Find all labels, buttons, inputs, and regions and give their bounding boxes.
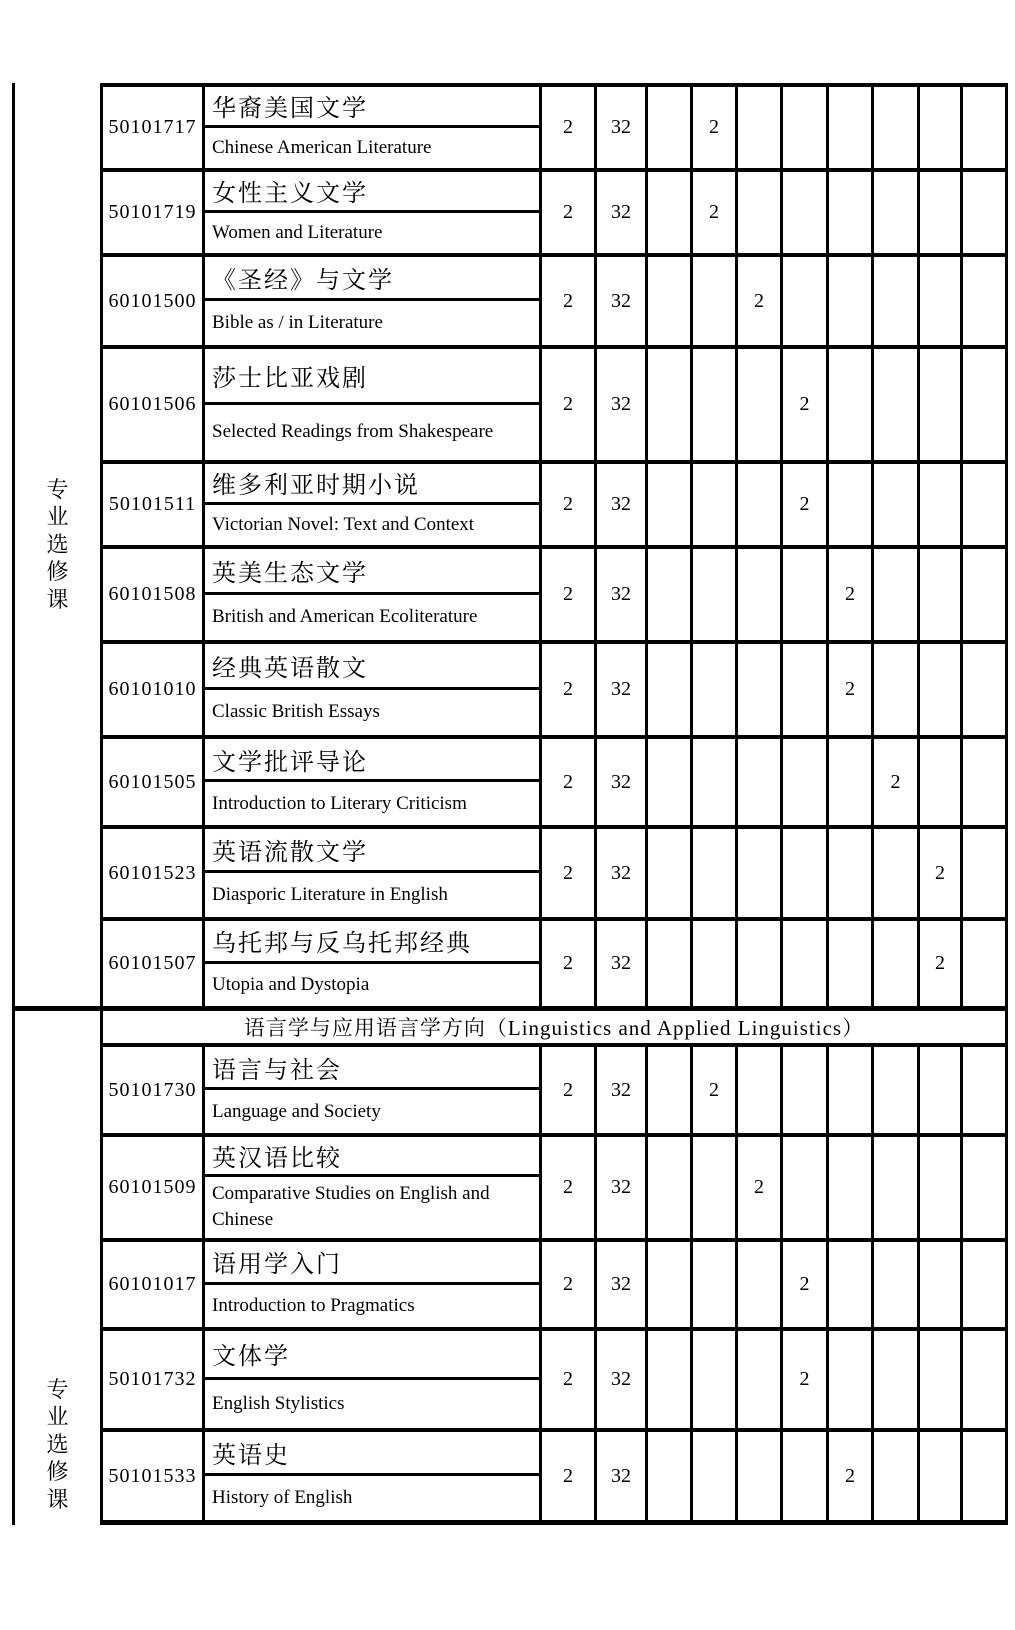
course-code: 50101717: [103, 87, 205, 168]
course-code: 50101730: [103, 1047, 205, 1133]
term-cell: [648, 739, 693, 825]
course-code: 50101732: [103, 1331, 205, 1428]
course-name-zh: 文体学: [205, 1331, 539, 1380]
course-code: 60101500: [103, 257, 205, 345]
term-cell: [738, 644, 783, 735]
term-cell: 2: [783, 349, 829, 460]
term-cell: [920, 1137, 963, 1238]
term-cell: [648, 644, 693, 735]
term-cell: [874, 1432, 920, 1520]
term-cell: [648, 1047, 693, 1133]
term-cell: [738, 921, 783, 1006]
term-cell: [738, 464, 783, 545]
course-name-zh: 英语史: [205, 1432, 539, 1476]
term-cell: [920, 172, 963, 253]
term-cell: [963, 1242, 1005, 1327]
term-cell: [783, 172, 829, 253]
term-cell: [963, 1331, 1005, 1428]
table-row: [103, 825, 1005, 917]
term-cell: [783, 829, 829, 917]
hours-cell: 32: [597, 1047, 648, 1133]
course-name-en: Bible as / in Literature: [212, 312, 383, 334]
hours-cell: 32: [597, 1432, 648, 1520]
hours-cell: 32: [597, 464, 648, 545]
term-cell: [738, 172, 783, 253]
term-cell: [738, 1432, 783, 1520]
term-cell: [874, 1047, 920, 1133]
term-cell: 2: [693, 87, 738, 168]
course-name-cell: [205, 1242, 542, 1327]
term-cell: [829, 349, 874, 460]
hours-cell: 32: [597, 1137, 648, 1238]
course-name-en: Introduction to Pragmatics: [212, 1294, 415, 1316]
course-code: 60101507: [103, 921, 205, 1006]
term-cell: [738, 1047, 783, 1133]
course-code: 60101505: [103, 739, 205, 825]
term-cell: [874, 87, 920, 168]
course-name-zh: 语用学入门: [205, 1242, 539, 1285]
term-cell: [738, 87, 783, 168]
term-cell: [648, 172, 693, 253]
course-name-en: Classic British Essays: [212, 701, 380, 723]
table-row: [103, 168, 1005, 253]
course-code: 60101010: [103, 644, 205, 735]
course-name-en: History of English: [212, 1487, 353, 1509]
term-cell: [920, 464, 963, 545]
term-cell: [963, 464, 1005, 545]
term-cell: [963, 739, 1005, 825]
term-cell: [963, 349, 1005, 460]
course-code: 50101533: [103, 1432, 205, 1520]
term-cell: [963, 172, 1005, 253]
term-cell: [874, 257, 920, 345]
term-cell: [783, 1047, 829, 1133]
term-cell: [693, 829, 738, 917]
term-cell: [963, 1137, 1005, 1238]
course-name-zh: 文学批评导论: [205, 739, 539, 782]
table-row: [103, 1133, 1005, 1238]
term-cell: [693, 921, 738, 1006]
term-cell: [648, 1432, 693, 1520]
credits-cell: 2: [542, 1137, 597, 1238]
term-cell: [783, 739, 829, 825]
term-cell: [829, 1047, 874, 1133]
credits-cell: 2: [542, 644, 597, 735]
credits-cell: 2: [542, 349, 597, 460]
category-cell-section1: [15, 83, 100, 1011]
term-cell: [829, 87, 874, 168]
category-cell-section2: [15, 1011, 100, 1525]
term-cell: [920, 1432, 963, 1520]
course-name-en: Introduction to Literary Criticism: [212, 792, 467, 814]
term-cell: [738, 1331, 783, 1428]
course-name-cell: [205, 464, 542, 545]
term-cell: [693, 739, 738, 825]
course-name-cell: [205, 172, 542, 253]
term-cell: [829, 739, 874, 825]
course-name-cell: [205, 349, 542, 460]
term-cell: [920, 549, 963, 640]
term-cell: 2: [783, 464, 829, 545]
credits-cell: 2: [542, 1242, 597, 1327]
course-name-en: Utopia and Dystopia: [212, 973, 370, 995]
course-name-zh: 乌托邦与反乌托邦经典: [205, 921, 539, 964]
table-row: [103, 917, 1005, 1006]
term-cell: [829, 464, 874, 545]
curriculum-table: [12, 83, 1008, 1525]
course-name-zh: 英语流散文学: [205, 829, 539, 873]
table-row: [103, 1428, 1005, 1520]
course-name-en: Victorian Novel: Text and Context: [212, 513, 475, 535]
credits-cell: 2: [542, 829, 597, 917]
term-cell: [920, 1047, 963, 1133]
term-cell: [648, 464, 693, 545]
term-cell: [963, 549, 1005, 640]
term-cell: [648, 921, 693, 1006]
course-name-cell: [205, 829, 542, 917]
term-cell: [829, 1331, 874, 1428]
term-cell: [874, 921, 920, 1006]
term-cell: 2: [738, 1137, 783, 1238]
term-cell: [963, 829, 1005, 917]
term-cell: [783, 921, 829, 1006]
term-cell: 2: [783, 1331, 829, 1428]
course-name-zh: 莎士比亚戏剧: [205, 349, 539, 405]
credits-cell: 2: [542, 464, 597, 545]
hours-cell: 32: [597, 644, 648, 735]
term-cell: [693, 464, 738, 545]
hours-cell: 32: [597, 172, 648, 253]
term-cell: [874, 829, 920, 917]
term-cell: [648, 1242, 693, 1327]
course-name-zh: 语言与社会: [205, 1047, 539, 1090]
course-name-en: Chinese American Literature: [212, 136, 432, 158]
term-cell: [693, 257, 738, 345]
term-cell: [963, 1432, 1005, 1520]
hours-cell: 32: [597, 1242, 648, 1327]
course-name-en: Language and Society: [212, 1100, 381, 1122]
course-name-zh: 女性主义文学: [205, 172, 539, 213]
term-cell: [648, 829, 693, 917]
hours-cell: 32: [597, 829, 648, 917]
course-name-cell: [205, 644, 542, 735]
term-cell: [963, 644, 1005, 735]
term-cell: [693, 1242, 738, 1327]
category-label-vertical: 专业选修课: [46, 476, 69, 612]
course-name-en: Diasporic Literature in English: [212, 884, 448, 906]
term-cell: 2: [920, 921, 963, 1006]
table-body: [103, 83, 1008, 1525]
course-name-zh: 华裔美国文学: [205, 87, 539, 128]
term-cell: [783, 257, 829, 345]
hours-cell: 32: [597, 349, 648, 460]
term-cell: [783, 644, 829, 735]
term-cell: [874, 644, 920, 735]
course-code: 60101017: [103, 1242, 205, 1327]
course-name-en: Selected Readings from Shakespeare: [212, 421, 494, 443]
credits-cell: 2: [542, 172, 597, 253]
term-cell: [920, 644, 963, 735]
term-cell: [783, 1432, 829, 1520]
hours-cell: 32: [597, 739, 648, 825]
term-cell: [693, 349, 738, 460]
course-name-cell: [205, 1432, 542, 1520]
term-cell: [738, 739, 783, 825]
course-name-en: Women and Literature: [212, 221, 383, 243]
term-cell: [920, 349, 963, 460]
course-name-cell: [205, 921, 542, 1006]
term-cell: [693, 1432, 738, 1520]
course-name-en: Comparative Studies on English and Chinese: [212, 1183, 490, 1231]
term-cell: [963, 87, 1005, 168]
term-cell: [963, 1047, 1005, 1133]
table-row: [103, 253, 1005, 345]
course-name-en: British and American Ecoliterature: [212, 606, 478, 628]
term-cell: [693, 644, 738, 735]
term-cell: [920, 1242, 963, 1327]
term-cell: [829, 257, 874, 345]
credits-cell: 2: [542, 1047, 597, 1133]
term-cell: 2: [693, 1047, 738, 1133]
term-cell: [874, 1331, 920, 1428]
term-cell: [648, 349, 693, 460]
course-name-cell: [205, 549, 542, 640]
course-name-zh: 英汉语比较: [205, 1137, 539, 1177]
term-cell: 2: [920, 829, 963, 917]
term-cell: [738, 549, 783, 640]
term-cell: [648, 87, 693, 168]
credits-cell: 2: [542, 1331, 597, 1428]
section-header: 语言学与应用语言学方向（Linguistics and Applied Linguistics）: [103, 1006, 1005, 1043]
term-cell: 2: [829, 644, 874, 735]
course-name-zh: 英美生态文学: [205, 549, 539, 595]
table-row: [103, 460, 1005, 545]
credits-cell: 2: [542, 739, 597, 825]
term-cell: [738, 1242, 783, 1327]
table-row: [103, 1043, 1005, 1133]
term-cell: [829, 921, 874, 1006]
term-cell: [874, 1137, 920, 1238]
course-code: 60101509: [103, 1137, 205, 1238]
hours-cell: 32: [597, 921, 648, 1006]
table-row: [103, 83, 1005, 168]
course-name-cell: [205, 1047, 542, 1133]
course-code: 50101511: [103, 464, 205, 545]
term-cell: 2: [693, 172, 738, 253]
term-cell: [783, 87, 829, 168]
term-cell: [963, 257, 1005, 345]
hours-cell: 32: [597, 549, 648, 640]
course-name-cell: [205, 1137, 542, 1238]
course-name-zh: 《圣经》与文学: [205, 257, 539, 301]
term-cell: [693, 1331, 738, 1428]
term-cell: [648, 1331, 693, 1428]
term-cell: [738, 349, 783, 460]
course-name-cell: [205, 1331, 542, 1428]
course-name-zh: 经典英语散文: [205, 644, 539, 690]
table-row: [103, 545, 1005, 640]
term-cell: [693, 549, 738, 640]
term-cell: [874, 172, 920, 253]
term-cell: [829, 1137, 874, 1238]
term-cell: [920, 739, 963, 825]
term-cell: [920, 87, 963, 168]
category-label-vertical: 专业选修课: [46, 1376, 69, 1512]
table-row: [103, 640, 1005, 735]
term-cell: [874, 1242, 920, 1327]
credits-cell: 2: [542, 549, 597, 640]
term-cell: [874, 464, 920, 545]
term-cell: [920, 257, 963, 345]
term-cell: [783, 549, 829, 640]
category-column: [12, 83, 103, 1525]
term-cell: [874, 549, 920, 640]
course-name-cell: [205, 739, 542, 825]
credits-cell: 2: [542, 921, 597, 1006]
credits-cell: 2: [542, 257, 597, 345]
course-name-zh: 维多利亚时期小说: [205, 464, 539, 505]
course-name-cell: [205, 87, 542, 168]
term-cell: [829, 172, 874, 253]
table-row: [103, 1238, 1005, 1327]
table-row: [103, 735, 1005, 825]
table-row: [103, 1327, 1005, 1428]
term-cell: 2: [829, 1432, 874, 1520]
hours-cell: 32: [597, 87, 648, 168]
term-cell: [829, 1242, 874, 1327]
course-name-cell: [205, 257, 542, 345]
term-cell: 2: [738, 257, 783, 345]
course-code: 60101523: [103, 829, 205, 917]
term-cell: [829, 829, 874, 917]
table-row: [103, 345, 1005, 460]
term-cell: [648, 549, 693, 640]
term-cell: [874, 349, 920, 460]
term-cell: 2: [829, 549, 874, 640]
hours-cell: 32: [597, 1331, 648, 1428]
course-code: 60101506: [103, 349, 205, 460]
term-cell: [963, 921, 1005, 1006]
hours-cell: 32: [597, 257, 648, 345]
credits-cell: 2: [542, 1432, 597, 1520]
term-cell: 2: [783, 1242, 829, 1327]
term-cell: [693, 1137, 738, 1238]
term-cell: [648, 257, 693, 345]
term-cell: [648, 1137, 693, 1238]
term-cell: [920, 1331, 963, 1428]
term-cell: 2: [874, 739, 920, 825]
course-code: 50101719: [103, 172, 205, 253]
course-name-en: English Stylistics: [212, 1392, 345, 1414]
credits-cell: 2: [542, 87, 597, 168]
term-cell: [738, 829, 783, 917]
term-cell: [783, 1137, 829, 1238]
course-code: 60101508: [103, 549, 205, 640]
